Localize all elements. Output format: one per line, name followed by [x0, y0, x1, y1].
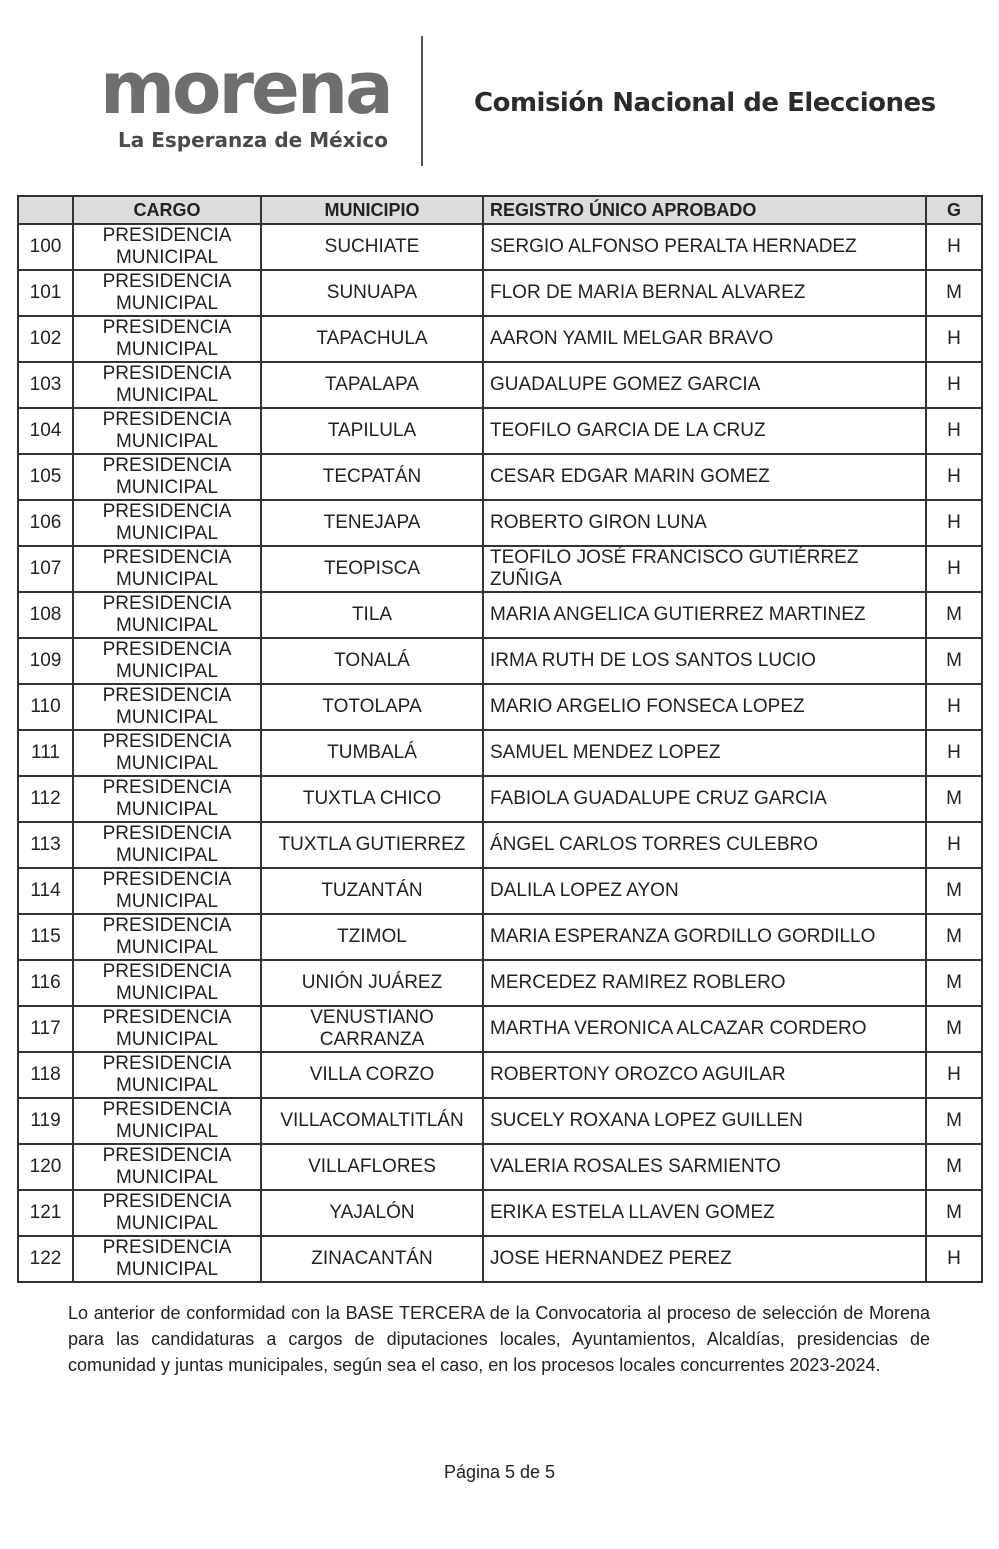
table-row	[18, 362, 982, 408]
table-row	[18, 1236, 982, 1282]
table-row	[18, 1006, 982, 1052]
table-row	[18, 868, 982, 914]
row-cargo: PRESIDENCIA MUNICIPAL	[73, 316, 261, 362]
row-genero: H	[926, 224, 982, 270]
row-municipio: TENEJAPA	[261, 500, 483, 546]
row-genero: M	[926, 868, 982, 914]
row-municipio: VILLACOMALTITLÁN	[261, 1098, 483, 1144]
logo-tagline: La Esperanza de México	[118, 128, 389, 152]
row-cargo: PRESIDENCIA MUNICIPAL	[73, 684, 261, 730]
table-row	[18, 546, 982, 592]
row-cargo: PRESIDENCIA MUNICIPAL	[73, 270, 261, 316]
row-cargo: PRESIDENCIA MUNICIPAL	[73, 362, 261, 408]
row-number: 111	[18, 730, 73, 776]
row-registro: ERIKA ESTELA LLAVEN GOMEZ	[483, 1190, 926, 1236]
row-municipio: TOTOLAPA	[261, 684, 483, 730]
row-municipio: TZIMOL	[261, 914, 483, 960]
row-number: 107	[18, 546, 73, 592]
row-municipio: TUXTLA GUTIERREZ	[261, 822, 483, 868]
row-genero: H	[926, 1052, 982, 1098]
header-genero: G	[926, 196, 982, 224]
row-registro: VALERIA ROSALES SARMIENTO	[483, 1144, 926, 1190]
row-municipio: TUXTLA CHICO	[261, 776, 483, 822]
row-genero: M	[926, 1006, 982, 1052]
row-registro: JOSE HERNANDEZ PEREZ	[483, 1236, 926, 1282]
row-registro: TEOFILO GARCIA DE LA CRUZ	[483, 408, 926, 454]
table-row	[18, 316, 982, 362]
row-genero: H	[926, 408, 982, 454]
row-genero: M	[926, 270, 982, 316]
commission-title: Comisión Nacional de Elecciones	[474, 88, 936, 118]
row-number: 108	[18, 592, 73, 638]
row-registro: MARTHA VERONICA ALCAZAR CORDERO	[483, 1006, 926, 1052]
row-municipio: VENUSTIANO CARRANZA	[261, 1006, 483, 1052]
row-cargo: PRESIDENCIA MUNICIPAL	[73, 500, 261, 546]
row-registro: FABIOLA GUADALUPE CRUZ GARCIA	[483, 776, 926, 822]
table-row	[18, 776, 982, 822]
candidates-table	[17, 195, 983, 1283]
row-cargo: PRESIDENCIA MUNICIPAL	[73, 1052, 261, 1098]
row-number: 121	[18, 1190, 73, 1236]
row-genero: H	[926, 454, 982, 500]
row-municipio: ZINACANTÁN	[261, 1236, 483, 1282]
row-cargo: PRESIDENCIA MUNICIPAL	[73, 868, 261, 914]
row-cargo: PRESIDENCIA MUNICIPAL	[73, 960, 261, 1006]
row-cargo: PRESIDENCIA MUNICIPAL	[73, 454, 261, 500]
table-header-row	[18, 196, 982, 224]
row-municipio: TONALÁ	[261, 638, 483, 684]
table-body	[18, 224, 982, 1282]
row-number: 115	[18, 914, 73, 960]
row-registro: ROBERTO GIRON LUNA	[483, 500, 926, 546]
row-number: 118	[18, 1052, 73, 1098]
table-row	[18, 914, 982, 960]
table-row	[18, 638, 982, 684]
row-registro: CESAR EDGAR MARIN GOMEZ	[483, 454, 926, 500]
row-municipio: TECPATÁN	[261, 454, 483, 500]
table-row	[18, 1190, 982, 1236]
row-number: 103	[18, 362, 73, 408]
table-row	[18, 500, 982, 546]
row-cargo: PRESIDENCIA MUNICIPAL	[73, 408, 261, 454]
document-header	[0, 0, 999, 180]
row-municipio: VILLAFLORES	[261, 1144, 483, 1190]
row-genero: M	[926, 592, 982, 638]
row-cargo: PRESIDENCIA MUNICIPAL	[73, 224, 261, 270]
row-cargo: PRESIDENCIA MUNICIPAL	[73, 914, 261, 960]
table-row	[18, 454, 982, 500]
header-cargo: CARGO	[73, 196, 261, 224]
row-number: 116	[18, 960, 73, 1006]
row-number: 113	[18, 822, 73, 868]
row-municipio: TAPILULA	[261, 408, 483, 454]
row-registro: ROBERTONY OROZCO AGUILAR	[483, 1052, 926, 1098]
row-number: 100	[18, 224, 73, 270]
row-registro: SAMUEL MENDEZ LOPEZ	[483, 730, 926, 776]
table-row	[18, 684, 982, 730]
row-registro: SERGIO ALFONSO PERALTA HERNADEZ	[483, 224, 926, 270]
row-registro: FLOR DE MARIA BERNAL ALVAREZ	[483, 270, 926, 316]
row-genero: H	[926, 316, 982, 362]
table-row	[18, 592, 982, 638]
row-number: 114	[18, 868, 73, 914]
row-number: 120	[18, 1144, 73, 1190]
row-cargo: PRESIDENCIA MUNICIPAL	[73, 1098, 261, 1144]
row-municipio: YAJALÓN	[261, 1190, 483, 1236]
row-cargo: PRESIDENCIA MUNICIPAL	[73, 638, 261, 684]
header-municipio: MUNICIPIO	[261, 196, 483, 224]
row-genero: H	[926, 1236, 982, 1282]
row-registro: GUADALUPE GOMEZ GARCIA	[483, 362, 926, 408]
row-number: 110	[18, 684, 73, 730]
row-number: 104	[18, 408, 73, 454]
row-municipio: TEOPISCA	[261, 546, 483, 592]
row-genero: H	[926, 730, 982, 776]
row-municipio: TILA	[261, 592, 483, 638]
row-number: 119	[18, 1098, 73, 1144]
row-registro: MARIA ESPERANZA GORDILLO GORDILLO	[483, 914, 926, 960]
morena-logo: morena	[100, 46, 391, 130]
row-genero: M	[926, 914, 982, 960]
row-number: 109	[18, 638, 73, 684]
row-genero: M	[926, 638, 982, 684]
row-municipio: UNIÓN JUÁREZ	[261, 960, 483, 1006]
row-registro: MERCEDEZ RAMIREZ ROBLERO	[483, 960, 926, 1006]
row-genero: M	[926, 1098, 982, 1144]
row-genero: M	[926, 1190, 982, 1236]
row-genero: H	[926, 500, 982, 546]
table-row	[18, 960, 982, 1006]
row-cargo: PRESIDENCIA MUNICIPAL	[73, 822, 261, 868]
table-row	[18, 1144, 982, 1190]
row-registro: MARIO ARGELIO FONSECA LOPEZ	[483, 684, 926, 730]
row-municipio: TUZANTÁN	[261, 868, 483, 914]
row-genero: H	[926, 362, 982, 408]
row-municipio: SUNUAPA	[261, 270, 483, 316]
header-registro: REGISTRO ÚNICO APROBADO	[483, 196, 926, 224]
row-cargo: PRESIDENCIA MUNICIPAL	[73, 592, 261, 638]
table-row	[18, 822, 982, 868]
row-number: 105	[18, 454, 73, 500]
row-registro: SUCELY ROXANA LOPEZ GUILLEN	[483, 1098, 926, 1144]
row-number: 112	[18, 776, 73, 822]
row-registro: IRMA RUTH DE LOS SANTOS LUCIO	[483, 638, 926, 684]
row-cargo: PRESIDENCIA MUNICIPAL	[73, 1190, 261, 1236]
row-registro: AARON YAMIL MELGAR BRAVO	[483, 316, 926, 362]
row-municipio: TAPACHULA	[261, 316, 483, 362]
table-row	[18, 1098, 982, 1144]
row-cargo: PRESIDENCIA MUNICIPAL	[73, 546, 261, 592]
row-number: 106	[18, 500, 73, 546]
row-registro: DALILA LOPEZ AYON	[483, 868, 926, 914]
row-number: 117	[18, 1006, 73, 1052]
row-number: 101	[18, 270, 73, 316]
row-genero: H	[926, 684, 982, 730]
row-registro: TEOFILO JOSÉ FRANCISCO GUTIÉRREZ ZUÑIGA	[483, 546, 926, 592]
page-number: Página 5 de 5	[443, 1462, 556, 1482]
row-municipio: VILLA CORZO	[261, 1052, 483, 1098]
table-row	[18, 730, 982, 776]
row-genero: H	[926, 822, 982, 868]
legal-note: Lo anterior de conformidad con la BASE TERCERA de la Convocatoria al proceso de selección de Morena para las candidaturas a cargos de diputaciones locales, Ayuntamientos, Alcaldías, presidencias de comunidad y juntas municipales, según sea el caso, en los procesos locales concurrentes 2023-2024.	[68, 1303, 930, 1375]
row-cargo: PRESIDENCIA MUNICIPAL	[73, 730, 261, 776]
row-number: 122	[18, 1236, 73, 1282]
row-number: 102	[18, 316, 73, 362]
row-genero: M	[926, 960, 982, 1006]
row-genero: M	[926, 776, 982, 822]
row-genero: H	[926, 546, 982, 592]
header-divider	[421, 36, 423, 166]
row-registro: ÁNGEL CARLOS TORRES CULEBRO	[483, 822, 926, 868]
table-row	[18, 408, 982, 454]
row-cargo: PRESIDENCIA MUNICIPAL	[73, 1236, 261, 1282]
row-municipio: TUMBALÁ	[261, 730, 483, 776]
row-cargo: PRESIDENCIA MUNICIPAL	[73, 1144, 261, 1190]
row-municipio: TAPALAPA	[261, 362, 483, 408]
row-genero: M	[926, 1144, 982, 1190]
table-row	[18, 224, 982, 270]
table-row	[18, 1052, 982, 1098]
row-municipio: SUCHIATE	[261, 224, 483, 270]
row-registro: MARIA ANGELICA GUTIERREZ MARTINEZ	[483, 592, 926, 638]
row-cargo: PRESIDENCIA MUNICIPAL	[73, 1006, 261, 1052]
row-cargo: PRESIDENCIA MUNICIPAL	[73, 776, 261, 822]
header-num	[18, 196, 73, 224]
table-row	[18, 270, 982, 316]
